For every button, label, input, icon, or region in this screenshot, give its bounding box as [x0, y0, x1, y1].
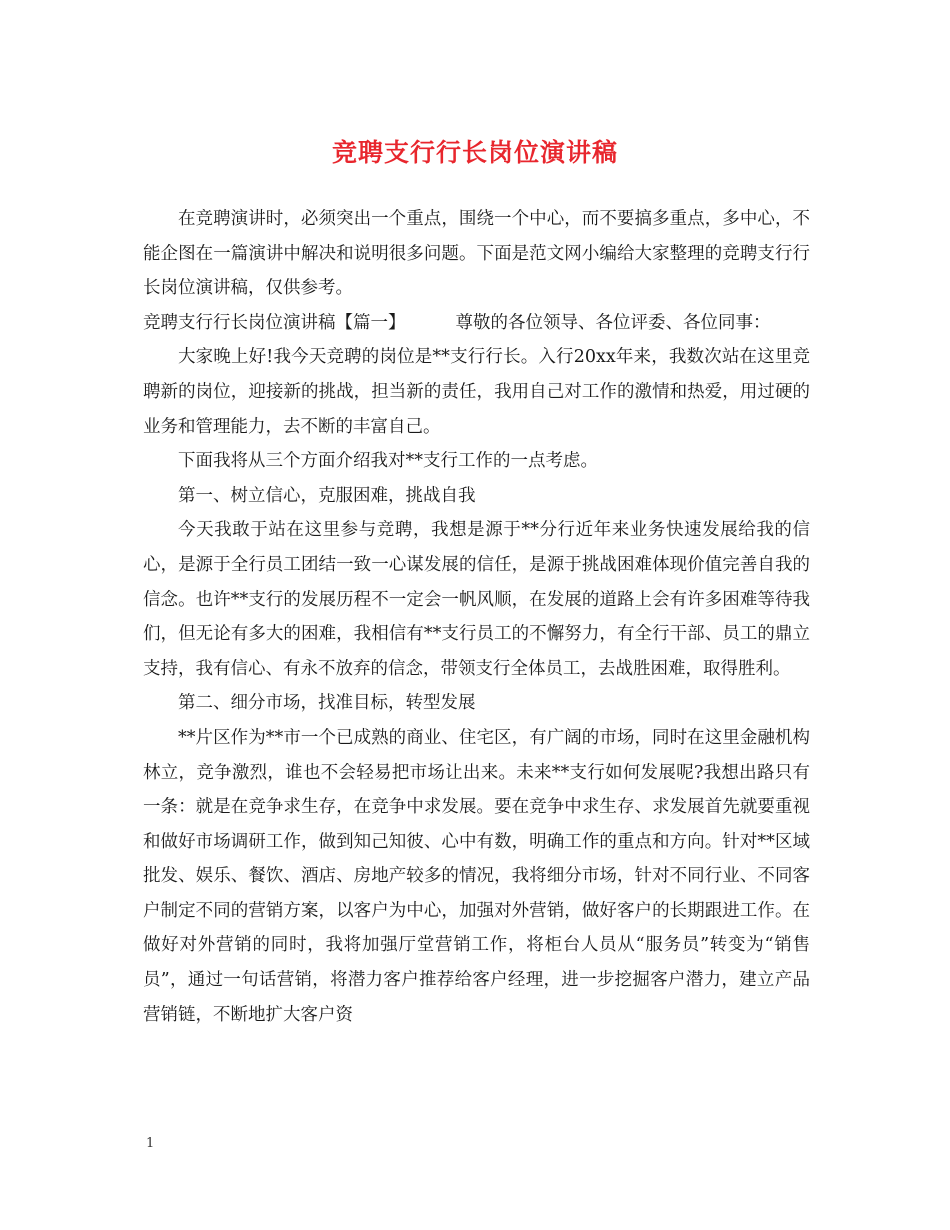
section-heading: 竞聘支行行长岗位演讲稿【篇一】 [143, 312, 406, 333]
document-title: 竞聘支行行长岗位演讲稿 [331, 138, 618, 167]
intro-paragraph: 在竞聘演讲时，必须突出一个重点，围绕一个中心，而不要搞多重点，多中心，不能企图在一篇演讲中解决和说明很多问题。下面是范文网小编给大家整理的竞聘支行行长岗位演讲稿，仅供参考。 [143, 209, 810, 299]
body-paragraph: 下面我将从三个方面介绍我对**支行工作的一点考虑。 [178, 451, 598, 472]
subheading: 第二、细分市场，找准目标，转型发展 [178, 693, 476, 714]
section-heading-line [143, 306, 810, 341]
body-paragraph: 今天我敢于站在这里参与竞聘，我想是源于**分行近年来业务快速发展给我的信心，是源于全行员工团结一致一心谋发展的信任，是源于挑战困难体现价值完善自我的信念。也许**支行的发展历程不一定会一帆风顺，在发展的道路上会有许多困难等待我们，但无论有多大的困难，我相信有**支行员工的不懈努力，有全行干部、员工的鼎立支持，我有信心、有永不放弃的信念，带领支行全体员工，去战胜困难，取得胜利。 [143, 520, 810, 679]
salutation: 尊敬的各位领导、各位评委、各位同事： [455, 312, 771, 333]
body-paragraph: **片区作为**市一个已成熟的商业、住宅区，有广阔的市场，同时在这里金融机构林立，竞争激烈，谁也不会轻易把市场让出来。未来**支行如何发展呢?我想出路只有一条：就是在竞争求生存，在竞争中求发展。要在竞争中求生存、求发展首先就要重视和做好市场调研工作，做到知己知彼、心中有数，明确工作的重点和方向。针对**区域批发、娱乐、餐饮、酒店、房地产较多的情况，我将细分市场，针对不同行业、不同客户制定不同的营销方案，以客户为中心，加强对外营销，做好客户的长期跟进工作。在做好对外营销的同时，我将加强厅堂营销工作，将柜台人员从“服务员”转变为“销售员”，通过一句话营销，将潜力客户推荐给客户经理，进一步挖掘客户潜力，建立产品营销链，不断地扩大客户资 [143, 727, 810, 1025]
page-number: 1 [146, 1136, 155, 1151]
subheading: 第一、树立信心，克服困难，挑战自我 [178, 485, 476, 506]
body-paragraph: 大家晚上好!我今天竞聘的岗位是**支行行长。入行20xx年来，我数次站在这里竞聘新的岗位，迎接新的挑战，担当新的责任，我用自己对工作的激情和热爱，用过硬的业务和管理能力，去不断的丰富自己。 [143, 347, 810, 437]
document-body [143, 202, 810, 1032]
